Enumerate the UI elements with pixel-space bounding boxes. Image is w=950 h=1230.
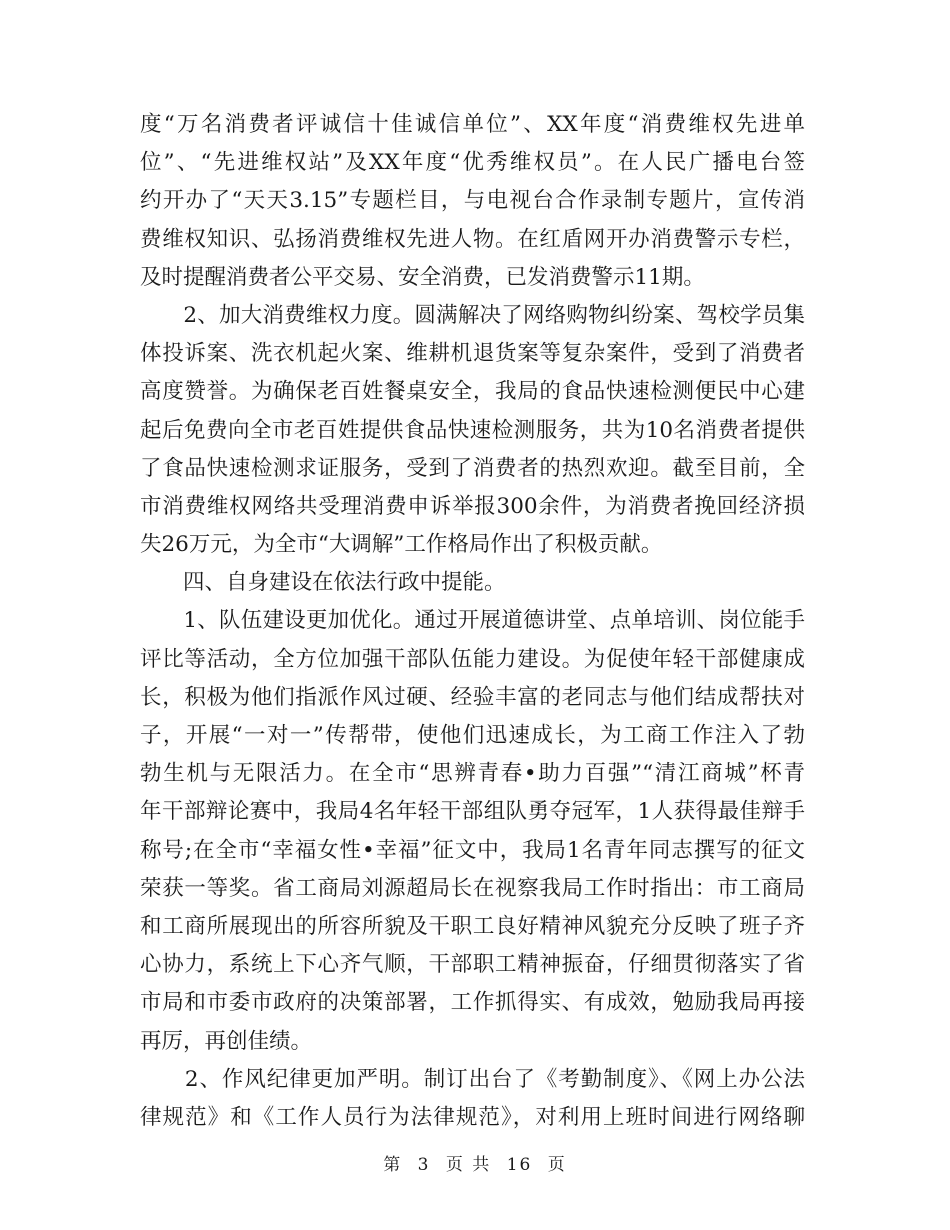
text-line: 失26万元，为全市“大调解”工作格局作出了积极贡献。 [140, 532, 663, 558]
footer-prefix: 第 [383, 1155, 403, 1175]
text-line: 心协力，系统上下心齐气顺，干部职工精神振奋，仔细贯彻落实了省 [140, 952, 805, 978]
text-line: 1、队伍建设更加优化。通过开展道德讲堂、点单培训、岗位能手 [140, 608, 805, 634]
text-line: 市消费维权网络共受理消费申诉举报300余件，为消费者挽回经济损 [140, 493, 805, 519]
text-line: 起后免费向全市老百姓提供食品快速检测服务，共为10名消费者提供 [140, 417, 805, 443]
text-line: 勃生机与无限活力。在全市“思辨青春•助力百强”“清江商城”杯青 [140, 761, 805, 787]
text-line: 位”、“先进维权站”及XX年度“优秀维权员”。在人民广播电台签 [140, 150, 805, 176]
text-line: 再厉，再创佳绩。 [140, 1028, 313, 1054]
text-line: 评比等活动，全方位加强干部队伍能力建设。为促使年轻干部健康成 [140, 646, 805, 672]
footer-suffix: 页 [547, 1155, 567, 1175]
text-line: 及时提醒消费者公平交易、安全消费，已发消费警示11期。 [140, 264, 705, 290]
text-line: 子，开展“一对一”传帮带，使他们迅速成长，为工商工作注入了勃 [140, 723, 805, 748]
text-line: 2、作风纪律更加严明。制订出台了《考勤制度》、《网上办公法 [140, 1066, 805, 1092]
page-footer [0, 1150, 950, 1175]
footer-current-page: 3 [417, 1155, 431, 1175]
document-body [140, 106, 805, 1137]
text-line: 了食品快速检测求证服务，受到了消费者的热烈欢迎。截至目前，全 [140, 455, 805, 481]
text-line: 市局和市委市政府的决策部署，工作抓得实、有成效，勉励我局再接 [140, 990, 805, 1016]
text-line: 费维权知识、弘扬消费维权先进人物。在红盾网开办消费警示专栏， [140, 226, 805, 252]
footer-middle: 页 共 [445, 1155, 492, 1175]
text-line: 律规范》和《工作人员行为法律规范》，对利用上班时间进行网络聊 [140, 1104, 805, 1130]
text-line: 约开办了“天天3.15”专题栏目，与电视台合作录制专题片，宣传消 [140, 188, 805, 214]
text-line: 和工商所展现出的所容所貌及干职工良好精神风貌充分反映了班子齐 [140, 913, 805, 939]
text-line: 体投诉案、洗衣机起火案、维耕机退货案等复杂案件，受到了消费者 [140, 341, 805, 367]
text-line: 高度赞誉。为确保老百姓餐桌安全，我局的食品快速检测便民中心建 [140, 379, 805, 405]
text-line: 年干部辩论赛中，我局4名年轻干部组队勇夺冠军，1人获得最佳辩手 [140, 799, 805, 825]
text-line: 荣获一等奖。省工商局刘源超局长在视察我局工作时指出：市工商局 [140, 875, 805, 901]
text-line: 称号;在全市“幸福女性•幸福”征文中，我局1名青年同志撰写的征文 [140, 837, 805, 863]
text-line: 四、自身建设在依法行政中提能。 [140, 570, 506, 596]
text-line: 长，积极为他们指派作风过硬、经验丰富的老同志与他们结成帮扶对 [140, 684, 805, 710]
footer-total-pages: 16 [506, 1155, 533, 1175]
text-line: 2、加大消费维权力度。圆满解决了网络购物纠纷案、驾校学员集 [140, 302, 805, 328]
text-line: 度“万名消费者评诚信十佳诚信单位”、XX年度“消费维权先进单 [140, 112, 805, 137]
